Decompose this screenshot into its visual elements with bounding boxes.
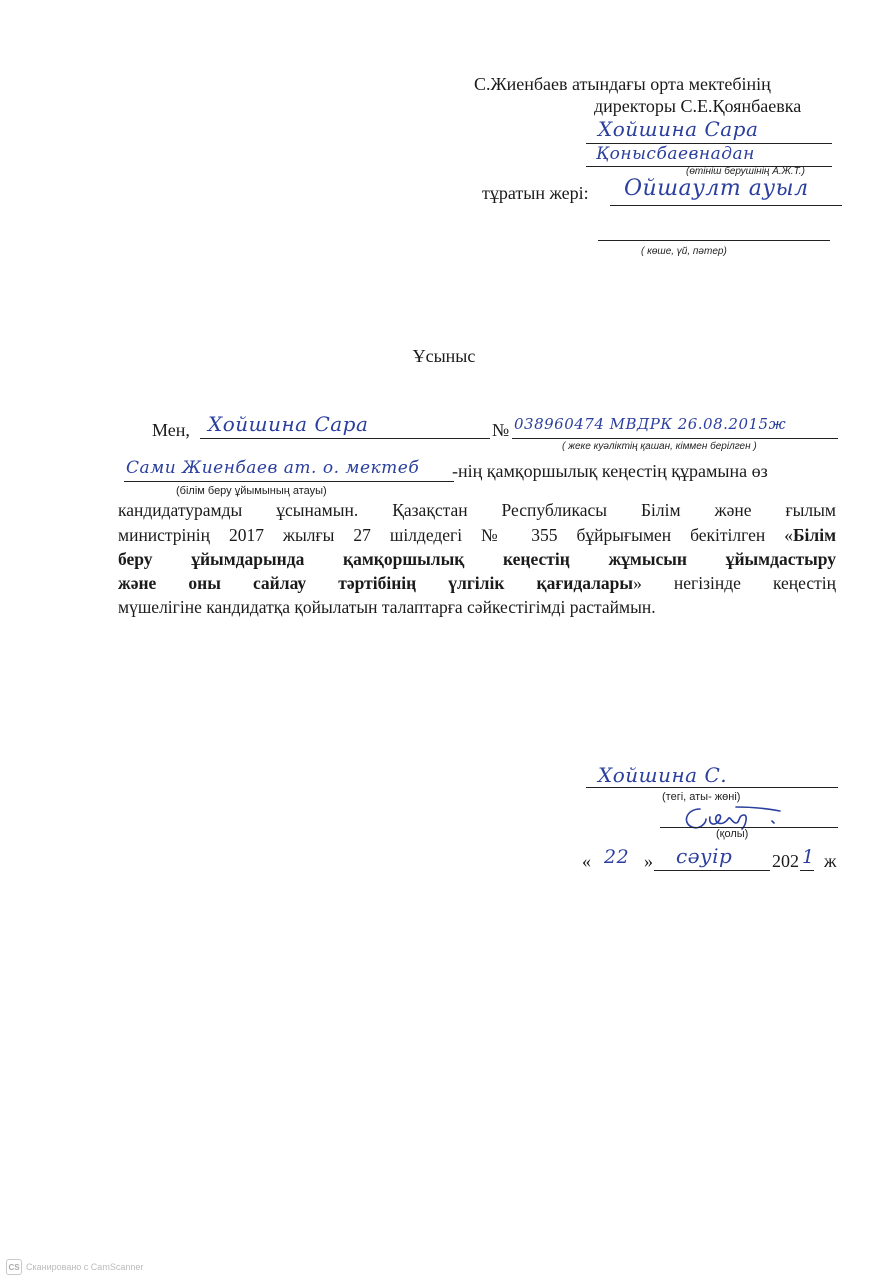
date-month-handwritten: сәуір — [676, 844, 733, 868]
date-day-handwritten: 22 — [604, 846, 630, 868]
org-underline — [124, 481, 454, 482]
id-handwritten: 038960474 МВДРК 26.08.2015ж — [514, 415, 787, 433]
date-year-suffix: ж — [824, 851, 837, 871]
signer-name-caption: (тегі, аты- жөні) — [662, 791, 741, 803]
signature-caption: (қолы) — [716, 828, 749, 840]
date-quote-close: » — [644, 851, 653, 871]
applicant-from-handwritten: Қонысбаевнадан — [596, 144, 755, 164]
date-year-prefix: 202 — [772, 851, 799, 871]
camscanner-logo-icon: CS — [6, 1259, 22, 1275]
residence-underline — [610, 205, 842, 206]
camscanner-footer — [6, 1259, 143, 1275]
body-line-5: мүшелігіне кандидатқа қойылатын талаптарға сәйкестігімді растаймын. — [118, 597, 656, 617]
id-number-sign: № — [492, 420, 510, 440]
body-line-1: кандидатурамды ұсынамын. Қазақстан Республикасы Білім және ғылым — [118, 500, 836, 520]
address-caption: ( көше, үй, пәтер) — [641, 246, 727, 257]
body-line-4 — [118, 572, 836, 594]
camscanner-text: Сканировано с CamScanner — [26, 1262, 144, 1272]
body-line-4-plain: » негізінде кеңестің — [633, 573, 837, 593]
body-line-2-plain: министрінің 2017 жылғы 27 шілдедегі № 355 бұйрығымен бекітілген « — [118, 525, 793, 545]
residence-label: тұратын жері: — [482, 183, 589, 203]
signer-name-handwritten: Хойшина С. — [598, 763, 728, 787]
id-underline — [512, 438, 838, 439]
me-label: Мен, — [152, 420, 190, 440]
date-year-underline — [800, 870, 814, 871]
body-line-2 — [118, 524, 836, 546]
date-month-underline — [654, 870, 770, 871]
signer-name-underline — [586, 787, 838, 788]
applicant-caption: (өтініш берушінің А.Ж.Т.) — [686, 166, 805, 177]
id-caption: ( жеке куәліктің қашан, кіммен берілген ) — [562, 441, 757, 452]
body-name-handwritten: Хойшина Сара — [208, 412, 369, 436]
recipient-school-line: С.Жиенбаев атындағы орта мектебінің — [474, 74, 771, 94]
body-line-2-bold: Білім — [792, 525, 836, 545]
org-caption: (білім беру ұйымының атауы) — [176, 485, 327, 497]
address-underline — [598, 240, 830, 241]
date-quote-open: « — [582, 851, 591, 871]
document-title: Ұсыныс — [412, 346, 476, 366]
body-name-underline — [200, 438, 490, 439]
body-line-4-bold: және оны сайлау тәртібінің үлгілік қағидалары — [118, 573, 634, 593]
org-suffix-text: -нің қамқоршылық кеңестің құрамына өз — [452, 461, 768, 481]
applicant-name-handwritten: Хойшина Сара — [598, 117, 759, 141]
body-line-3: беру ұйымдарында қамқоршылық кеңестің жұмысын ұйымдастыру — [118, 549, 836, 569]
org-handwritten: Сами Жиенбаев ат. о. мектеб — [126, 458, 420, 478]
signature-underline — [660, 827, 838, 828]
recipient-director-line: директоры С.Е.Қоянбаевка — [594, 96, 802, 116]
residence-handwritten: Ойшаулт ауыл — [624, 176, 809, 201]
date-year-digit-handwritten: 1 — [802, 846, 815, 868]
